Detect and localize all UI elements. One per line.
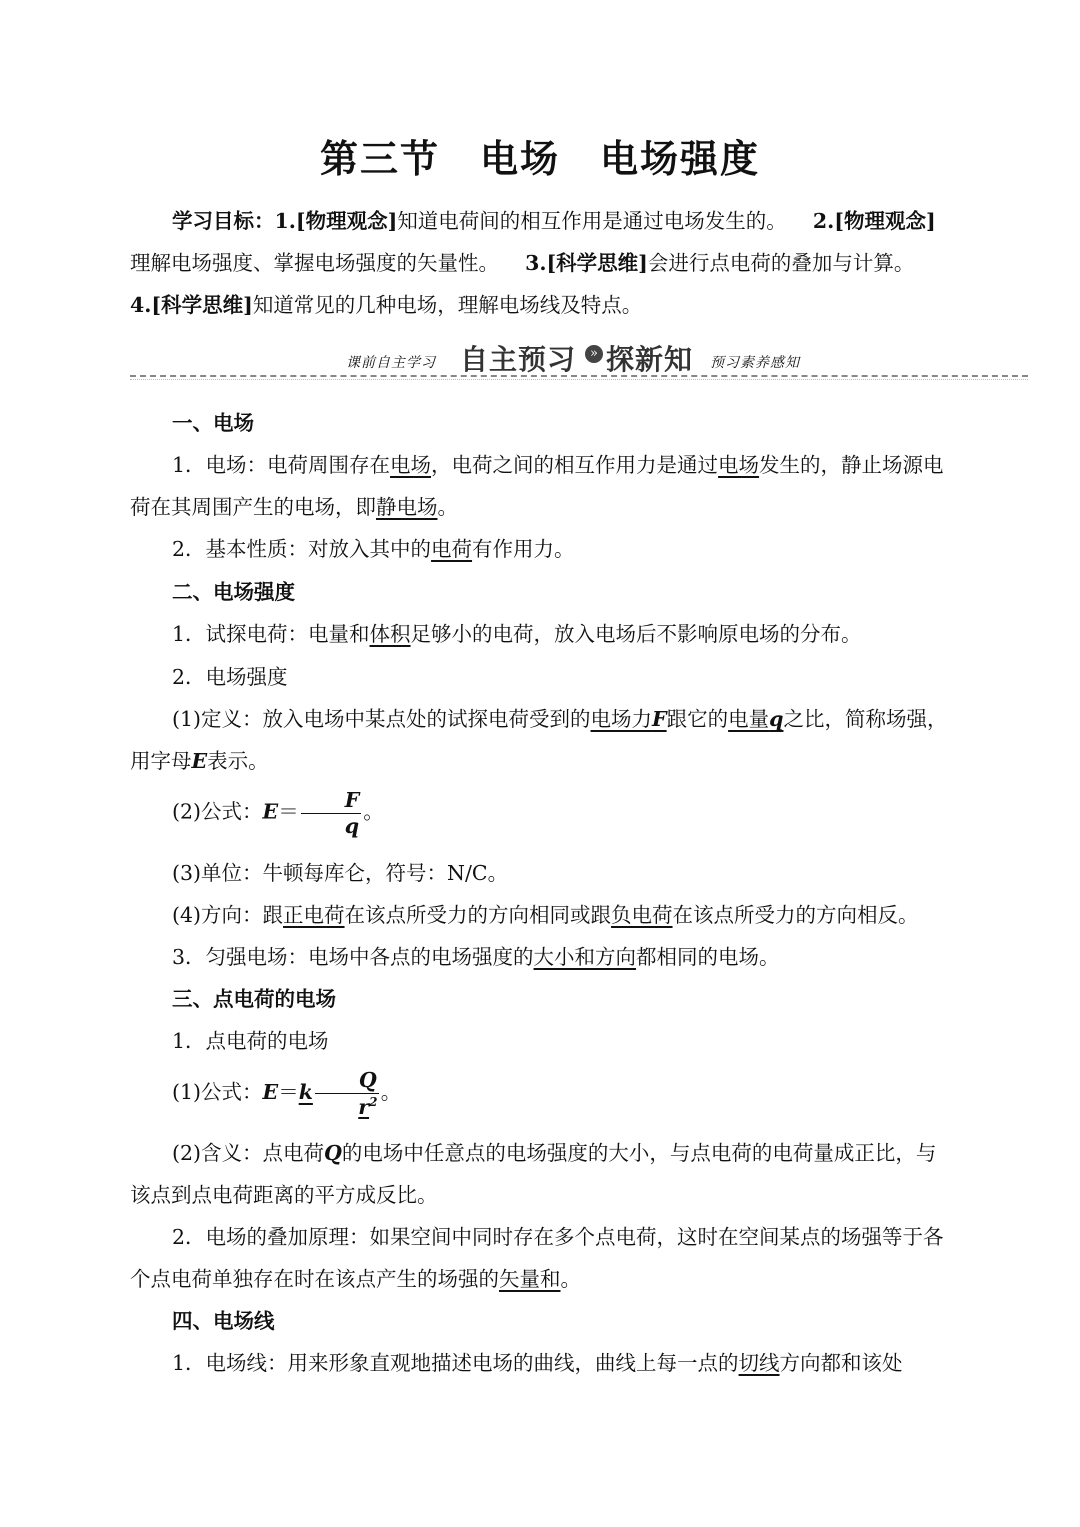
fraction: $\frac{Q}{r^2}$ [315,1070,379,1117]
formula-field-strength: (2)公式：E＝ $\frac{F}{q}$ 。 [172,788,384,838]
paragraph: 2．电场强度 [172,665,288,689]
heading-field-lines: 四、电场线 [172,1309,275,1333]
title-part-3: 电场强度 [600,137,761,181]
title-part-1: 第三节 [319,137,440,181]
paragraph: 1．试探电荷：电量和体积足够小的电荷，放入电场后不影响原电场的分布。 [172,622,862,646]
section-banner [130,338,1028,378]
paragraph-definition: (1)定义：放入电场中某点处的试探电荷受到的电场力F跟它的电量q之比，简称场强，用字母E表示。 [130,707,948,773]
section-title [0,128,1080,183]
banner-divider-dotted [130,379,1028,380]
banner-title-2: 探新知 [606,343,694,376]
paragraph: 1．电场：电荷周围存在电场，电荷之间的相互作用力是通过电场发生的，静止场源电荷在其周围产生的电场，即静电场。 [130,453,944,519]
banner-title-1: 自主预习 [460,343,577,376]
paragraph-unit: (3)单位：牛顿每库仑，符号：N/C。 [172,861,509,885]
banner-divider [130,375,1028,377]
paragraph: 1．点电荷的电场 [172,1029,329,1053]
paragraph-superposition: 2．电场的叠加原理：如果空间中同时存在多个点电荷，这时在空间某点的场强等于各个点电荷单独存在时在该点产生的场强的矢量和。 [130,1225,944,1291]
title-part-2: 电场 [479,137,560,181]
heading-point-charge-field: 三、点电荷的电场 [172,987,336,1011]
paragraph: 3．匀强电场：电场中各点的电场强度的大小和方向都相同的电场。 [172,945,780,969]
learning-goals: 学习目标：1.[物理观念]知道电荷间的相互作用是通过电场发生的。 2.[物理观念]理解电场强度、掌握电场强度的矢量性。 3.[科学思维]会进行点电荷的叠加与计算。 4.[科学思维]知道常见的几种电场，理解电场线及特点。 [130,209,936,317]
paragraph-direction: (4)方向：跟正电荷在该点所受力的方向相同或跟负电荷在该点所受力的方向相反。 [172,903,919,927]
heading-field-strength: 二、电场强度 [172,580,295,604]
chevron-right-icon: » [585,345,603,363]
paragraph: 1．电场线：用来形象直观地描述电场的曲线，曲线上每一点的切线方向都和该处 [172,1351,903,1375]
heading-electric-field: 一、电场 [172,411,254,435]
formula-point-charge: (1)公式：E＝k $\frac{Q}{r^2}$ 。 [172,1068,402,1119]
banner-right-label: 预习素养感知 [710,355,800,371]
paragraph: 2．基本性质：对放入其中的电荷有作用力。 [172,537,575,561]
fraction: $\frac{F}{q}$ [301,790,362,836]
banner-left-label: 课前自主学习 [346,355,436,371]
paragraph-meaning: (2)含义：点电荷Q的电场中任意点的电场强度的大小，与点电荷的电荷量成正比，与该点到点电荷距离的平方成反比。 [130,1141,937,1207]
